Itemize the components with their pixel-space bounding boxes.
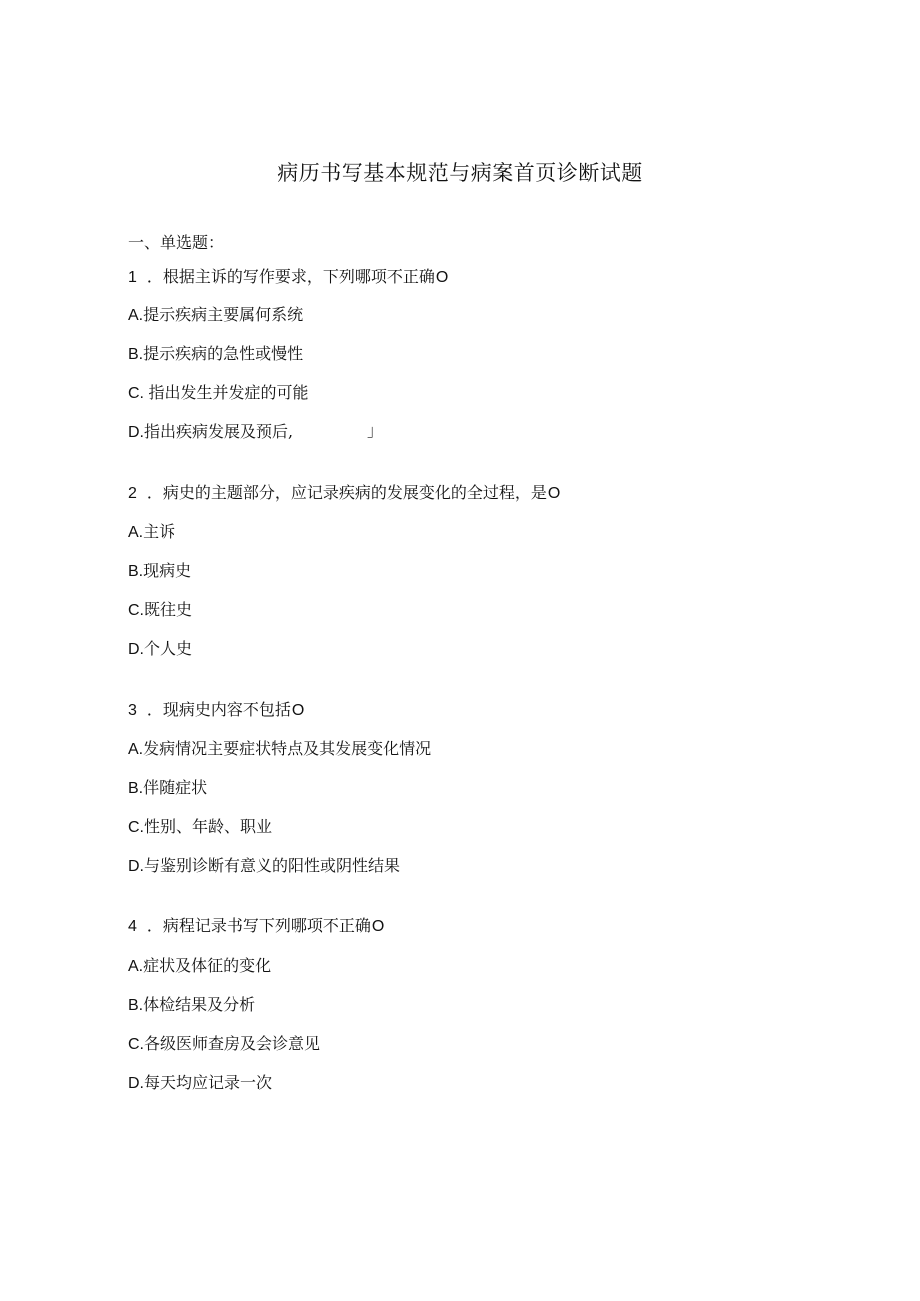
option-letter: B. — [128, 563, 144, 580]
question-2-option-b — [128, 561, 191, 582]
question-1-option-d — [128, 422, 293, 443]
section-heading: 一、单选题： — [128, 233, 225, 252]
question-3 — [128, 700, 304, 721]
question-text: ．病程记录书写下列哪项不正确 — [146, 916, 371, 935]
option-text: 既往史 — [144, 600, 193, 619]
question-3-option-c — [128, 817, 272, 838]
question-4 — [128, 916, 384, 937]
option-letter: D. — [128, 641, 144, 658]
option-letter: C. — [128, 602, 144, 619]
question-3-option-b — [128, 778, 207, 799]
trailing-mark: 」 — [367, 423, 384, 440]
option-letter: C. — [128, 819, 144, 836]
option-letter: B. — [128, 780, 144, 797]
question-2-option-d — [128, 639, 192, 660]
answer-blank: O — [371, 918, 385, 935]
option-text: 发病情况主要症状特点及其发展变化情况 — [143, 739, 432, 758]
option-letter: A. — [128, 958, 144, 975]
option-text: 各级医师查房及会诊意见 — [144, 1034, 321, 1053]
answer-blank: O — [547, 485, 561, 502]
option-text: 与鉴别诊断有意义的阳性或阴性结果 — [144, 856, 401, 875]
option-letter: A. — [128, 307, 144, 324]
option-text: 体检结果及分析 — [143, 995, 256, 1014]
question-number: 3 — [128, 702, 137, 719]
option-letter: A. — [128, 524, 144, 541]
option-letter: D. — [128, 858, 144, 875]
question-4-option-d — [128, 1073, 272, 1094]
answer-blank: O — [291, 702, 305, 719]
question-4-option-a — [128, 956, 271, 977]
question-2-option-c — [128, 600, 192, 621]
question-3-option-a — [128, 739, 431, 760]
option-text: 个人史 — [144, 639, 193, 658]
option-text: 性别、年龄、职业 — [144, 817, 273, 836]
option-text: 每天均应记录一次 — [144, 1073, 273, 1092]
question-2-option-a — [128, 522, 175, 543]
question-text: ．根据主诉的写作要求，下列哪项不正确 — [146, 267, 435, 286]
question-1-option-c — [128, 383, 308, 404]
option-text: 提示疾病的急性或慢性 — [143, 344, 304, 363]
option-text: 主诉 — [143, 522, 176, 541]
document-title: 病历书写基本规范与病案首页诊断试题 — [277, 161, 643, 185]
option-text: 现病史 — [143, 561, 192, 580]
question-text: ．病史的主题部分，应记录疾病的发展变化的全过程，是 — [146, 483, 547, 502]
question-1-option-b — [128, 344, 303, 365]
option-text: 指出疾病发展及预后, — [144, 422, 294, 441]
option-letter: D. — [128, 1075, 144, 1092]
answer-blank: O — [435, 269, 449, 286]
option-letter: A. — [128, 741, 144, 758]
question-number: 1 — [128, 269, 137, 286]
option-letter: B. — [128, 997, 144, 1014]
option-letter: B. — [128, 346, 144, 363]
question-number: 2 — [128, 485, 137, 502]
question-text: ．现病史内容不包括 — [146, 700, 291, 719]
option-letter: C. — [128, 385, 149, 402]
option-letter: D. — [128, 424, 144, 441]
question-1 — [128, 267, 448, 288]
option-text: 提示疾病主要属何系统 — [143, 305, 304, 324]
option-text: 指出发生并发症的可能 — [148, 383, 309, 402]
question-1-option-a — [128, 305, 303, 326]
option-text: 症状及体征的变化 — [143, 956, 272, 975]
question-4-option-c — [128, 1034, 320, 1055]
question-3-option-d — [128, 856, 400, 877]
question-4-option-b — [128, 995, 255, 1016]
question-number: 4 — [128, 918, 137, 935]
question-2 — [128, 483, 560, 504]
option-text: 伴随症状 — [143, 778, 208, 797]
option-letter: C. — [128, 1036, 144, 1053]
